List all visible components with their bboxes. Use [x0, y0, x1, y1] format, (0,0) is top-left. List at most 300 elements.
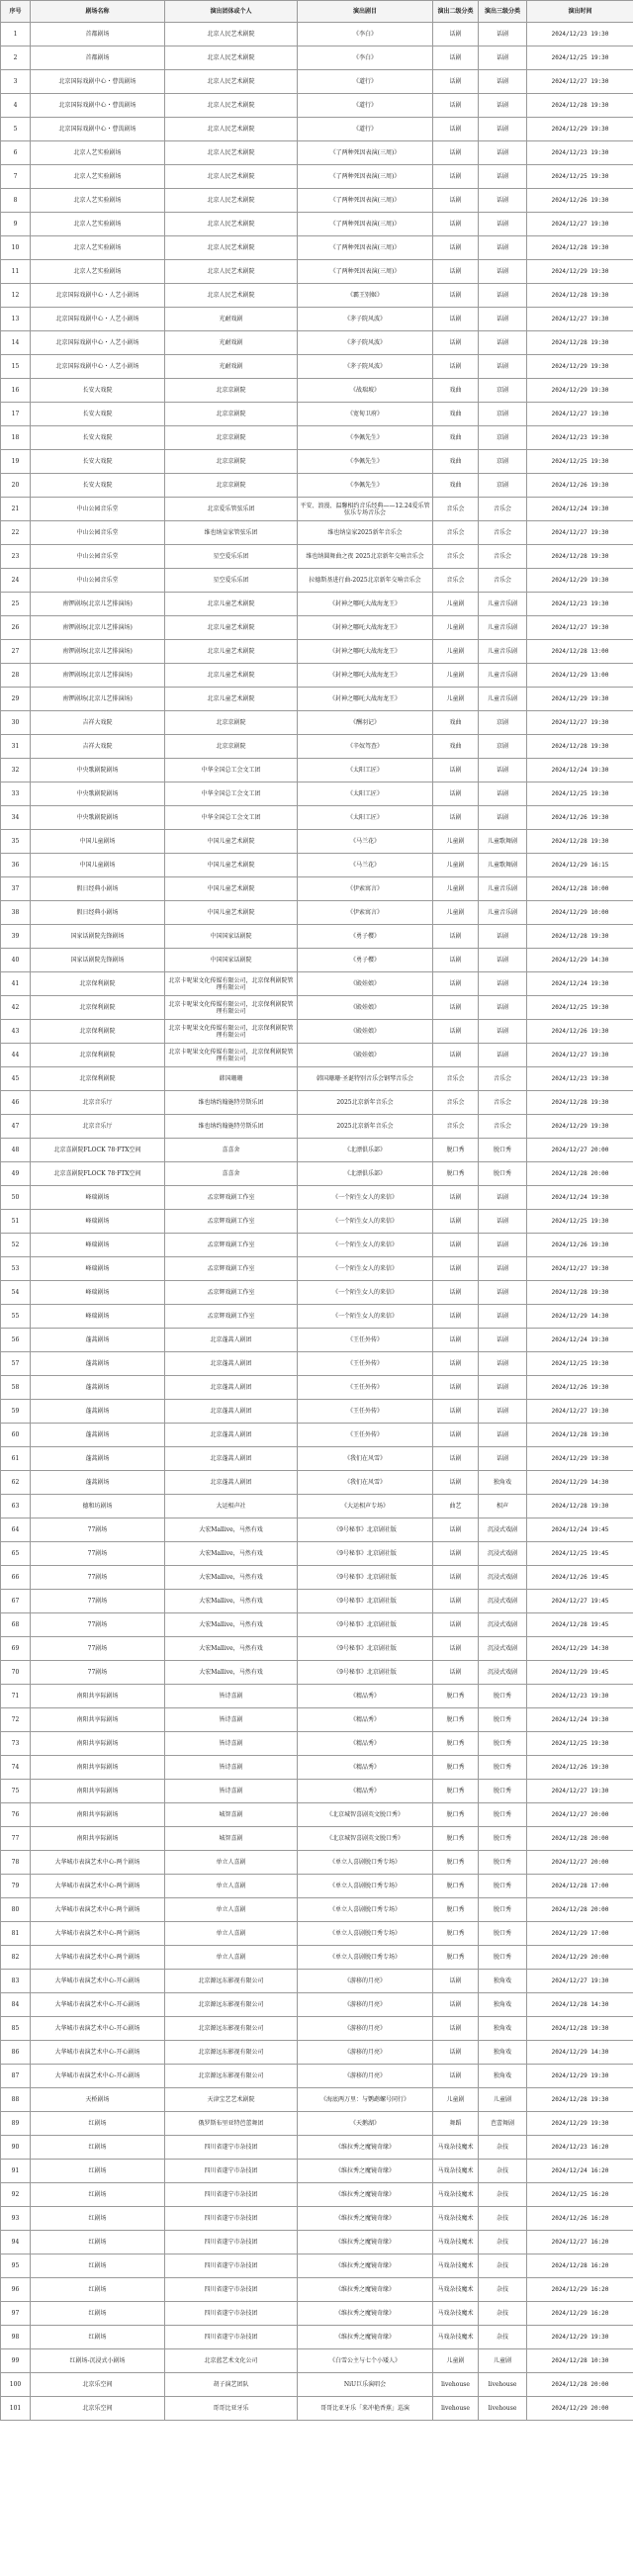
cell-category-level2: 话剧 [433, 1234, 479, 1257]
cell-category-level2: 话剧 [433, 118, 479, 141]
header-theater: 剧场名称 [31, 1, 165, 23]
table-row [1, 2278, 633, 2302]
cell-index: 83 [1, 1970, 31, 1993]
table-row [1, 806, 633, 830]
cell-theater: 大华城市表演艺术中心-开心剧场 [31, 2065, 165, 2088]
cell-category-level3: 独角戏 [479, 1471, 527, 1495]
cell-program: 《白雪公主与七个小矮人》 [298, 2349, 433, 2373]
cell-time: 2024/12/29 19:30 [527, 2326, 633, 2349]
table-row [1, 2254, 633, 2278]
cell-index: 40 [1, 949, 31, 972]
cell-performer: 维也纳约翰施特劳斯乐团 [165, 1091, 298, 1115]
cell-index: 57 [1, 1352, 31, 1376]
cell-performer: 大宏Mallive，马然有戏 [165, 1542, 298, 1566]
cell-category-level2: 戏曲 [433, 426, 479, 450]
cell-category-level2: 话剧 [433, 308, 479, 331]
cell-performer: 北京人民艺术剧院 [165, 189, 298, 213]
cell-category-level2: 马戏杂技魔术 [433, 2278, 479, 2302]
cell-time: 2024/12/29 19:30 [527, 355, 633, 379]
cell-theater: 红剧场-沉浸式小剧场 [31, 2349, 165, 2373]
cell-category-level2: 话剧 [433, 2065, 479, 2088]
cell-category-level3: 话剧 [479, 1257, 527, 1281]
cell-time: 2024/12/28 19:30 [527, 94, 633, 118]
cell-category-level3: 话剧 [479, 1400, 527, 1424]
cell-time: 2024/12/28 14:30 [527, 1993, 633, 2017]
header-program: 演出剧目 [298, 1, 433, 23]
cell-program: 《道行》 [298, 118, 433, 141]
cell-index: 26 [1, 616, 31, 640]
cell-program: 维也纳皇家2025新年音乐会 [298, 521, 433, 545]
cell-time: 2024/12/23 16:20 [527, 2136, 633, 2160]
table-row [1, 1613, 633, 1637]
cell-program: 《王任外传》 [298, 1400, 433, 1424]
table-row [1, 2041, 633, 2065]
cell-category-level2: 话剧 [433, 70, 479, 94]
cell-performer: 孟京辉戏剧工作室 [165, 1234, 298, 1257]
table-row [1, 2088, 633, 2112]
cell-index: 18 [1, 426, 31, 450]
cell-index: 13 [1, 308, 31, 331]
cell-category-level3: 话剧 [479, 23, 527, 46]
cell-theater: 红剧场 [31, 2207, 165, 2231]
cell-theater: 北京人艺实验剧场 [31, 141, 165, 165]
cell-theater: 峰瑞剧场 [31, 1305, 165, 1329]
cell-index: 89 [1, 2112, 31, 2136]
cell-program: 《王任外传》 [298, 1352, 433, 1376]
cell-time: 2024/12/29 19:30 [527, 688, 633, 711]
cell-program: 《精品秀》 [298, 1756, 433, 1780]
cell-category-level2: 脱口秀 [433, 1898, 479, 1922]
cell-category-level2: 话剧 [433, 925, 479, 949]
table-row [1, 1898, 633, 1922]
cell-time: 2024/12/28 19:30 [527, 1424, 633, 1447]
table-row [1, 1352, 633, 1376]
cell-theater: 大华城市表演艺术中心-两个剧场 [31, 1946, 165, 1970]
cell-category-level2: 儿童剧 [433, 854, 479, 877]
cell-performer: 哥哥比亚牙乐 [165, 2397, 298, 2421]
cell-theater: 南阳共享际剧场 [31, 1827, 165, 1851]
cell-program: 《伊索寓言》 [298, 877, 433, 901]
cell-time: 2024/12/27 19:30 [527, 213, 633, 236]
cell-theater: 南阳共享际剧场 [31, 1732, 165, 1756]
cell-program: 《茅子院风波》 [298, 331, 433, 355]
cell-time: 2024/12/28 19:30 [527, 925, 633, 949]
cell-category-level2: 音乐会 [433, 1115, 479, 1139]
cell-performer: 北京蓬蒿人剧团 [165, 1376, 298, 1400]
cell-category-level3: 音乐会 [479, 569, 527, 593]
table-row [1, 2373, 633, 2397]
cell-category-level3: 话剧 [479, 46, 527, 70]
cell-theater: 峰瑞剧场 [31, 1210, 165, 1234]
table-row [1, 2231, 633, 2254]
cell-performer: 大宏Mallive，马然有戏 [165, 1613, 298, 1637]
cell-time: 2024/12/28 10:30 [527, 2349, 633, 2373]
cell-performer: 四川省遂宁市杂技团 [165, 2326, 298, 2349]
cell-time: 2024/12/27 19:30 [527, 711, 633, 735]
cell-program: 《精品秀》 [298, 1780, 433, 1803]
cell-theater: 蓬蒿剧场 [31, 1447, 165, 1471]
table-row [1, 331, 633, 355]
cell-index: 39 [1, 925, 31, 949]
cell-program: 《茅子院风波》 [298, 355, 433, 379]
cell-performer: 皆诗喜剧 [165, 1780, 298, 1803]
cell-theater: 长安大戏院 [31, 426, 165, 450]
cell-time: 2024/12/26 19:30 [527, 1020, 633, 1044]
table-row [1, 2207, 633, 2231]
cell-category-level2: 话剧 [433, 1044, 479, 1067]
cell-program: 《殿娃娘》 [298, 1044, 433, 1067]
cell-time: 2024/12/26 19:45 [527, 1566, 633, 1590]
cell-performer: 四川省遂宁市杂技团 [165, 2254, 298, 2278]
cell-performer: 孟京辉戏剧工作室 [165, 1210, 298, 1234]
cell-category-level3: livehouse [479, 2373, 527, 2397]
cell-performer: 北京卡呢果文化传媒有限公司，北京保利剧院管理有限公司 [165, 1020, 298, 1044]
cell-program: 《9号秘事》北京剧社版 [298, 1613, 433, 1637]
cell-index: 52 [1, 1234, 31, 1257]
cell-performer: 北京人民艺术剧院 [165, 236, 298, 260]
cell-category-level3: 相声 [479, 1495, 527, 1518]
table-row [1, 901, 633, 925]
cell-program: NiU巨乐演唱会 [298, 2373, 433, 2397]
cell-performer: 孟京辉戏剧工作室 [165, 1186, 298, 1210]
cell-category-level3: 话剧 [479, 284, 527, 308]
cell-theater: 北京音乐厅 [31, 1115, 165, 1139]
cell-category-level3: livehouse [479, 2397, 527, 2421]
cell-theater: 假日经典小剧场 [31, 877, 165, 901]
cell-time: 2024/12/25 19:30 [527, 1732, 633, 1756]
cell-category-level3: 音乐会 [479, 545, 527, 569]
cell-program: 《马兰花》 [298, 854, 433, 877]
cell-time: 2024/12/29 14:30 [527, 2041, 633, 2065]
cell-theater: 77剧场 [31, 1637, 165, 1661]
table-row [1, 403, 633, 426]
cell-category-level3: 儿童剧 [479, 2088, 527, 2112]
cell-category-level3: 话剧 [479, 1376, 527, 1400]
table-row [1, 46, 633, 70]
cell-program: 《了两种死因表演(三周)》 [298, 141, 433, 165]
cell-category-level2: 话剧 [433, 1424, 479, 1447]
cell-program: 《封神之哪吒大战海龙王》 [298, 640, 433, 664]
cell-index: 5 [1, 118, 31, 141]
table-row [1, 1518, 633, 1542]
cell-time: 2024/12/27 19:30 [527, 1780, 633, 1803]
cell-performer: 北京人民艺术剧院 [165, 46, 298, 70]
cell-category-level2: 儿童剧 [433, 640, 479, 664]
cell-performer: 北京蓬蒿人剧团 [165, 1447, 298, 1471]
cell-time: 2024/12/28 19:30 [527, 1091, 633, 1115]
table-row [1, 94, 633, 118]
cell-program: 《殿娃娘》 [298, 996, 433, 1020]
cell-theater: 中山公园音乐堂 [31, 545, 165, 569]
cell-performer: 俄罗斯布里亚特芭蕾舞团 [165, 2112, 298, 2136]
cell-index: 100 [1, 2373, 31, 2397]
cell-category-level2: 脱口秀 [433, 1732, 479, 1756]
cell-category-level3: 儿童歌舞剧 [479, 854, 527, 877]
cell-program: 《辛奴驾查》 [298, 735, 433, 759]
cell-category-level3: 话剧 [479, 1234, 527, 1257]
cell-time: 2024/12/24 19:30 [527, 498, 633, 521]
cell-time: 2024/12/24 19:30 [527, 1708, 633, 1732]
cell-theater: 77剧场 [31, 1661, 165, 1685]
cell-performer: 北京京剧院 [165, 426, 298, 450]
table-row [1, 1922, 633, 1946]
cell-theater: 南阳共享际剧场 [31, 1780, 165, 1803]
cell-index: 91 [1, 2160, 31, 2183]
cell-index: 76 [1, 1803, 31, 1827]
cell-category-level3: 脱口秀 [479, 1732, 527, 1756]
cell-program: 拉德斯基进行曲-2025北京新年交响音乐会 [298, 569, 433, 593]
table-row [1, 426, 633, 450]
cell-program: 《封神之哪吒大战海龙王》 [298, 593, 433, 616]
cell-program: 《维拉秀之魔镜奇缘》 [298, 2231, 433, 2254]
cell-category-level3: 话剧 [479, 355, 527, 379]
cell-theater: 蓬蒿剧场 [31, 1329, 165, 1352]
cell-index: 33 [1, 782, 31, 806]
cell-category-level2: 话剧 [433, 141, 479, 165]
cell-theater: 北京国际戏剧中心・曹禺剧场 [31, 94, 165, 118]
cell-performer: 北京京剧院 [165, 735, 298, 759]
cell-program: 《道行》 [298, 94, 433, 118]
cell-category-level2: 话剧 [433, 213, 479, 236]
cell-category-level2: 话剧 [433, 1447, 479, 1471]
cell-time: 2024/12/23 19:30 [527, 1067, 633, 1091]
cell-performer: 北京卡呢果文化传媒有限公司，北京保利剧院管理有限公司 [165, 1044, 298, 1067]
cell-time: 2024/12/25 19:30 [527, 46, 633, 70]
table-row [1, 1495, 633, 1518]
cell-theater: 长安大戏院 [31, 379, 165, 403]
cell-category-level3: 话剧 [479, 1020, 527, 1044]
table-row [1, 2136, 633, 2160]
header-category-level3: 演出三级分类 [479, 1, 527, 23]
cell-category-level2: 话剧 [433, 1993, 479, 2017]
cell-index: 9 [1, 213, 31, 236]
cell-index: 97 [1, 2302, 31, 2326]
cell-index: 7 [1, 165, 31, 189]
cell-category-level2: 戏曲 [433, 711, 479, 735]
cell-performer: 韩国珊珊 [165, 1067, 298, 1091]
cell-theater: 北京保利剧院 [31, 1067, 165, 1091]
cell-theater: 北京人艺实验剧场 [31, 236, 165, 260]
table-row [1, 118, 633, 141]
table-row [1, 1376, 633, 1400]
cell-theater: 北京人艺实验剧场 [31, 165, 165, 189]
cell-program: 《李佩先生》 [298, 474, 433, 498]
cell-category-level2: 话剧 [433, 1590, 479, 1613]
cell-theater: 北京喜剧院FLOCK 78·FTX空间 [31, 1162, 165, 1186]
cell-time: 2024/12/29 10:00 [527, 901, 633, 925]
cell-performer: 光耐戏剧 [165, 355, 298, 379]
cell-category-level3: 杂技 [479, 2254, 527, 2278]
cell-category-level3: 脱口秀 [479, 1875, 527, 1898]
cell-time: 2024/12/24 19:30 [527, 1329, 633, 1352]
cell-time: 2024/12/29 19:30 [527, 379, 633, 403]
cell-time: 2024/12/29 19:45 [527, 1661, 633, 1685]
cell-time: 2024/12/29 14:30 [527, 949, 633, 972]
cell-index: 79 [1, 1875, 31, 1898]
cell-program: 《一个陌生女人的来信》 [298, 1305, 433, 1329]
cell-time: 2024/12/29 16:20 [527, 2302, 633, 2326]
cell-index: 86 [1, 2041, 31, 2065]
cell-index: 11 [1, 260, 31, 284]
cell-category-level2: 儿童剧 [433, 830, 479, 854]
cell-time: 2024/12/26 19:30 [527, 1376, 633, 1400]
cell-time: 2024/12/27 19:30 [527, 521, 633, 545]
cell-category-level3: 芭蕾舞剧 [479, 2112, 527, 2136]
cell-index: 94 [1, 2231, 31, 2254]
cell-performer: 四川省遂宁市杂技团 [165, 2183, 298, 2207]
cell-time: 2024/12/27 19:30 [527, 616, 633, 640]
table-row [1, 2112, 633, 2136]
cell-theater: 天桥剧场 [31, 2088, 165, 2112]
cell-theater: 北京国际戏剧中心・曹禺剧场 [31, 118, 165, 141]
table-row [1, 1162, 633, 1186]
cell-performer: 大宏Mallive，马然有戏 [165, 1566, 298, 1590]
cell-index: 23 [1, 545, 31, 569]
cell-theater: 北京国际戏剧中心・人艺小剧场 [31, 284, 165, 308]
cell-time: 2024/12/25 19:30 [527, 1210, 633, 1234]
cell-category-level3: 儿童音乐剧 [479, 688, 527, 711]
cell-performer: 四川省遂宁市杂技团 [165, 2160, 298, 2183]
cell-performer: 中国国家话剧院 [165, 949, 298, 972]
table-row [1, 1186, 633, 1210]
cell-category-level2: 马戏杂技魔术 [433, 2302, 479, 2326]
cell-category-level3: 话剧 [479, 1044, 527, 1067]
cell-performer: 北京源远东影视有限公司 [165, 2041, 298, 2065]
cell-theater: 蓬蒿剧场 [31, 1352, 165, 1376]
cell-performer: 单立人喜剧 [165, 1851, 298, 1875]
cell-performer: 中国儿童艺术剧院 [165, 877, 298, 901]
cell-category-level3: 音乐会 [479, 521, 527, 545]
cell-performer: 北京京剧院 [165, 450, 298, 474]
cell-performer: 大宏Mallive，马然有戏 [165, 1590, 298, 1613]
cell-program: 《王任外传》 [298, 1376, 433, 1400]
cell-theater: 北京音乐厅 [31, 1091, 165, 1115]
cell-index: 44 [1, 1044, 31, 1067]
cell-program: 《9号秘事》北京剧社版 [298, 1661, 433, 1685]
cell-index: 2 [1, 46, 31, 70]
cell-performer: 皆诗喜剧 [165, 1732, 298, 1756]
cell-theater: 南阳共享际剧场 [31, 1685, 165, 1708]
cell-category-level2: 戏曲 [433, 450, 479, 474]
table-row [1, 2349, 633, 2373]
cell-index: 70 [1, 1661, 31, 1685]
cell-theater: 北京人艺实验剧场 [31, 189, 165, 213]
cell-index: 36 [1, 854, 31, 877]
table-row [1, 1756, 633, 1780]
cell-performer: 北京卡呢果文化传媒有限公司，北京保利剧院管理有限公司 [165, 996, 298, 1020]
cell-category-level3: 话剧 [479, 236, 527, 260]
cell-time: 2024/12/26 19:30 [527, 474, 633, 498]
cell-theater: 北京国际戏剧中心・人艺小剧场 [31, 355, 165, 379]
cell-category-level3: 话剧 [479, 949, 527, 972]
table-row [1, 498, 633, 521]
cell-time: 2024/12/28 19:30 [527, 284, 633, 308]
cell-theater: 南锣剧场(北京儿艺排演场) [31, 640, 165, 664]
cell-theater: 峰瑞剧场 [31, 1234, 165, 1257]
cell-theater: 红剧场 [31, 2231, 165, 2254]
cell-category-level2: 话剧 [433, 1305, 479, 1329]
cell-category-level2: 话剧 [433, 1020, 479, 1044]
cell-time: 2024/12/29 14:30 [527, 1637, 633, 1661]
cell-index: 65 [1, 1542, 31, 1566]
table-row [1, 1139, 633, 1162]
cell-program: 韩国珊珊·圣诞特别音乐会钢琴音乐会 [298, 1067, 433, 1091]
cell-category-level2: livehouse [433, 2373, 479, 2397]
cell-category-level2: 儿童剧 [433, 688, 479, 711]
cell-theater: 南锣剧场(北京儿艺排演场) [31, 688, 165, 711]
cell-performer: 维也纳皇家管弦乐团 [165, 521, 298, 545]
cell-performer: 北京蓬蒿人剧团 [165, 1400, 298, 1424]
cell-category-level3: 脱口秀 [479, 1708, 527, 1732]
table-row [1, 1234, 633, 1257]
cell-theater: 北京保利剧院 [31, 972, 165, 996]
cell-performer: 北京儿童艺术剧院 [165, 616, 298, 640]
cell-time: 2024/12/25 19:30 [527, 450, 633, 474]
cell-theater: 北京国际戏剧中心・人艺小剧场 [31, 331, 165, 355]
table-row [1, 1305, 633, 1329]
cell-performer: 北京人民艺术剧院 [165, 70, 298, 94]
cell-theater: 蓬蒿剧场 [31, 1400, 165, 1424]
cell-program: 《殿娃娘》 [298, 1020, 433, 1044]
cell-index: 78 [1, 1851, 31, 1875]
cell-performer: 四川省遂宁市杂技团 [165, 2278, 298, 2302]
cell-theater: 蓬蒿剧场 [31, 1471, 165, 1495]
cell-index: 64 [1, 1518, 31, 1542]
cell-category-level2: 马戏杂技魔术 [433, 2160, 479, 2183]
cell-category-level2: 话剧 [433, 165, 479, 189]
cell-category-level3: 话剧 [479, 925, 527, 949]
cell-theater: 大华城市表演艺术中心-两个剧场 [31, 1875, 165, 1898]
cell-category-level2: 音乐会 [433, 569, 479, 593]
cell-index: 28 [1, 664, 31, 688]
table-row [1, 1424, 633, 1447]
table-row [1, 1803, 633, 1827]
cell-category-level3: 脱口秀 [479, 1922, 527, 1946]
cell-program: 《一个陌生女人的来信》 [298, 1281, 433, 1305]
cell-performer: 孟京辉戏剧工作室 [165, 1257, 298, 1281]
cell-program: 《一个陌生女人的来信》 [298, 1234, 433, 1257]
cell-performer: 维也纳约翰施特劳斯乐团 [165, 1115, 298, 1139]
cell-performer: 四川省遂宁市杂技团 [165, 2302, 298, 2326]
cell-category-level2: 舞蹈 [433, 2112, 479, 2136]
cell-index: 4 [1, 94, 31, 118]
table-row [1, 711, 633, 735]
cell-time: 2024/12/28 19:30 [527, 735, 633, 759]
cell-time: 2024/12/28 19:30 [527, 1495, 633, 1518]
cell-index: 51 [1, 1210, 31, 1234]
cell-index: 80 [1, 1898, 31, 1922]
cell-index: 71 [1, 1685, 31, 1708]
cell-program: 《维拉秀之魔镜奇缘》 [298, 2278, 433, 2302]
cell-category-level2: 话剧 [433, 1471, 479, 1495]
table-row [1, 1708, 633, 1732]
cell-performer: 城智喜剧 [165, 1803, 298, 1827]
cell-performer: 中国国家话剧院 [165, 925, 298, 949]
cell-theater: 长安大戏院 [31, 403, 165, 426]
cell-category-level3: 脱口秀 [479, 1162, 527, 1186]
table-row [1, 1044, 633, 1067]
table-row [1, 70, 633, 94]
cell-index: 16 [1, 379, 31, 403]
cell-performer: 大宏Mallive，马然有戏 [165, 1637, 298, 1661]
cell-performer: 中国儿童艺术剧院 [165, 854, 298, 877]
table-row [1, 640, 633, 664]
cell-category-level3: 话剧 [479, 1281, 527, 1305]
cell-category-level3: 音乐会 [479, 1115, 527, 1139]
cell-index: 49 [1, 1162, 31, 1186]
cell-category-level2: 话剧 [433, 806, 479, 830]
cell-category-level2: 脱口秀 [433, 1780, 479, 1803]
